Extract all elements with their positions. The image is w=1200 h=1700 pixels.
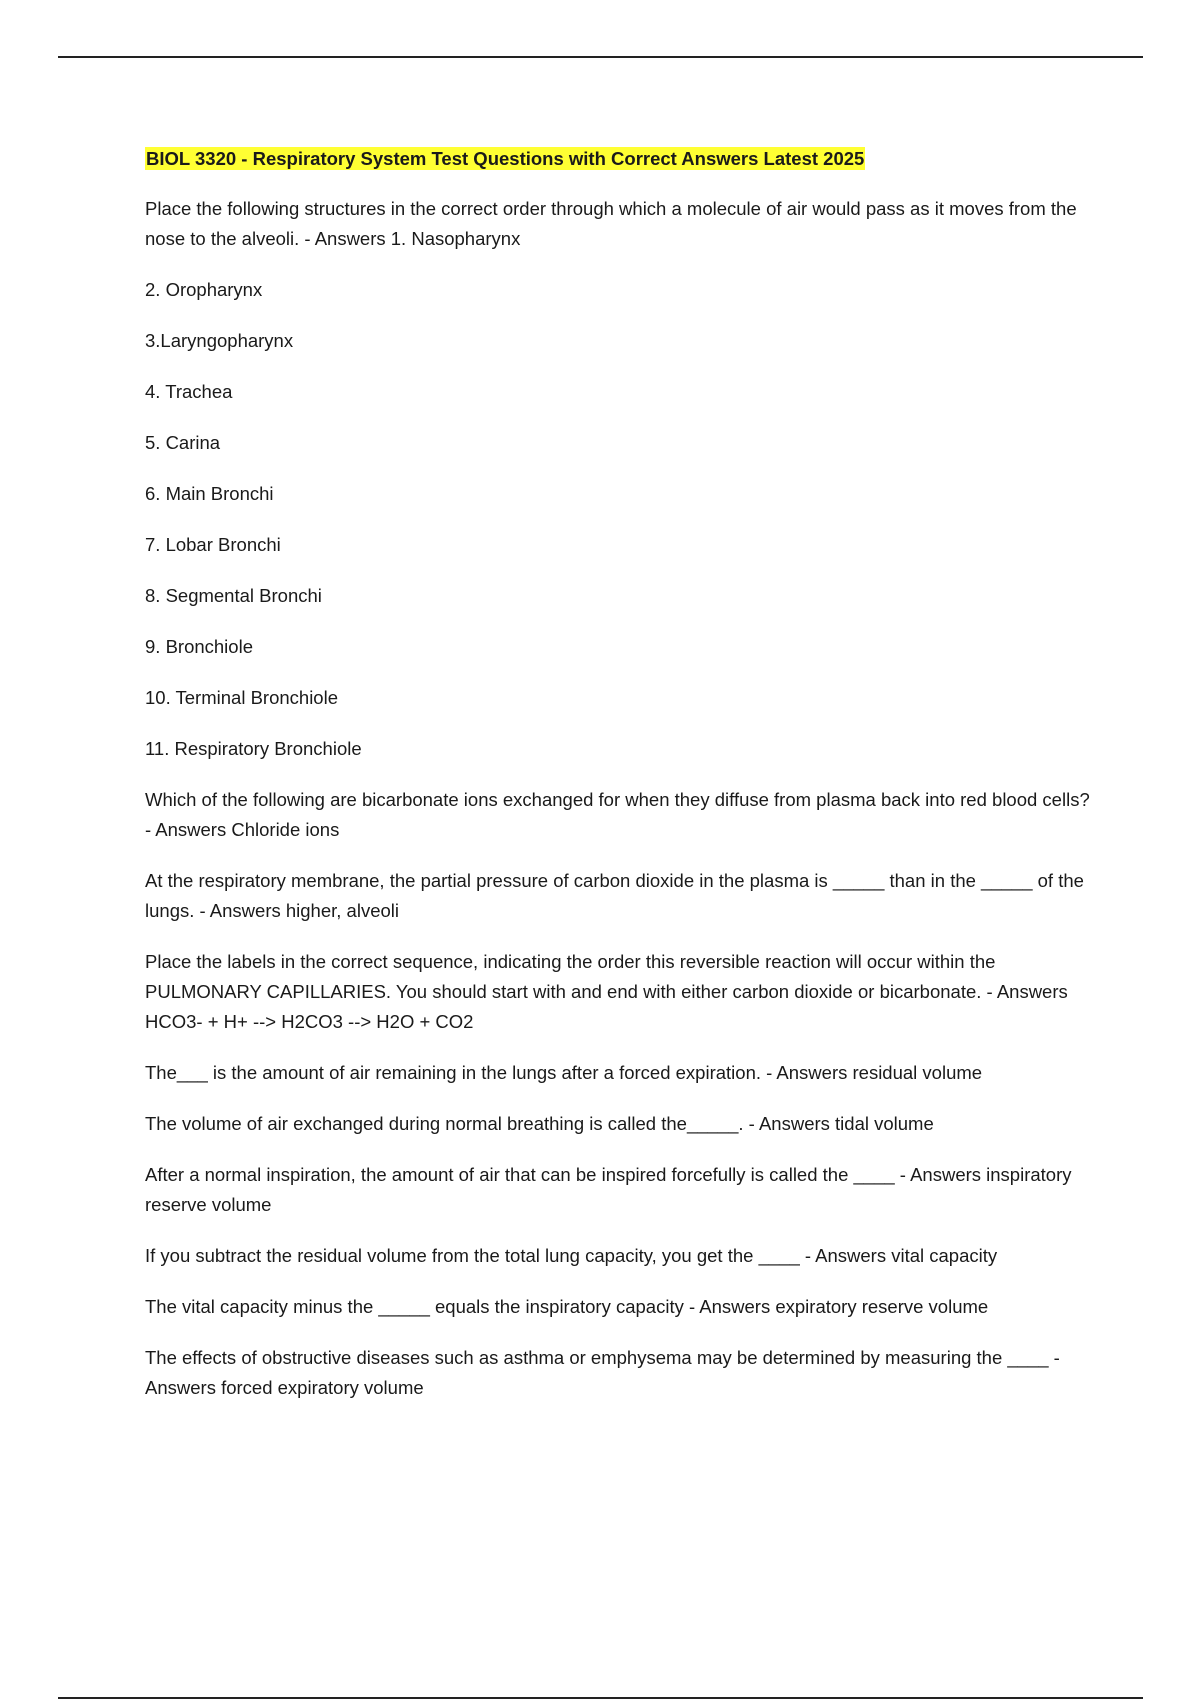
- sequence-item: 7. Lobar Bronchi: [145, 534, 281, 555]
- sequence-item: 11. Respiratory Bronchiole: [145, 738, 362, 759]
- question-10: The effects of obstructive diseases such as asthma or emphysema may be determined by measuring the ____ - Answers forced expiratory volume: [145, 1347, 1060, 1398]
- header-rule: [58, 56, 1143, 58]
- footer-rule: [58, 1697, 1143, 1699]
- sequence-item: 2. Oropharynx: [145, 279, 263, 300]
- question-9: The vital capacity minus the _____ equals the inspiratory capacity - Answers expiratory reserve volume: [145, 1296, 989, 1317]
- question-6: The volume of air exchanged during normal breathing is called the_____. - Answers tidal volume: [145, 1113, 934, 1134]
- sequence-item: 8. Segmental Bronchi: [145, 585, 322, 606]
- question-4: Place the labels in the correct sequence, indicating the order this reversible reaction will occur within the PULMONARY CAPILLARIES. You should start with and end with either carbon dioxide or bicarbonate. - Answers HCO3- + H+ --> H2CO3 --> H2O + CO2: [145, 951, 1068, 1032]
- question-2: Which of the following are bicarbonate ions exchanged for when they diffuse from plasma back into red blood cells? - Answers Chloride ions: [145, 789, 1090, 840]
- sequence-item: 3.Laryngopharynx: [145, 330, 294, 351]
- question-3: At the respiratory membrane, the partial pressure of carbon dioxide in the plasma is _____ than in the _____ of the lungs. - Answers higher, alveoli: [145, 870, 1084, 921]
- sequence-item: 4. Trachea: [145, 381, 233, 402]
- document-title: BIOL 3320 - Respiratory System Test Questions with Correct Answers Latest 2025: [146, 148, 865, 169]
- sequence-item: 6. Main Bronchi: [145, 483, 274, 504]
- title-block: [145, 144, 1090, 174]
- sequence-item: 9. Bronchiole: [145, 636, 253, 657]
- question-7: After a normal inspiration, the amount of air that can be inspired forcefully is called the ____ - Answers inspiratory reserve volume: [145, 1164, 1072, 1215]
- document-body: [145, 144, 1090, 1424]
- question-5: The___ is the amount of air remaining in the lungs after a forced expiration. - Answers residual volume: [145, 1062, 983, 1083]
- question-1: Place the following structures in the correct order through which a molecule of air would pass as it moves from the nose to the alveoli. - Answers 1. Nasopharynx: [145, 198, 1077, 249]
- sequence-item: 5. Carina: [145, 432, 221, 453]
- sequence-item: 10. Terminal Bronchiole: [145, 687, 338, 708]
- question-8: If you subtract the residual volume from the total lung capacity, you get the ____ - Answers vital capacity: [145, 1245, 998, 1266]
